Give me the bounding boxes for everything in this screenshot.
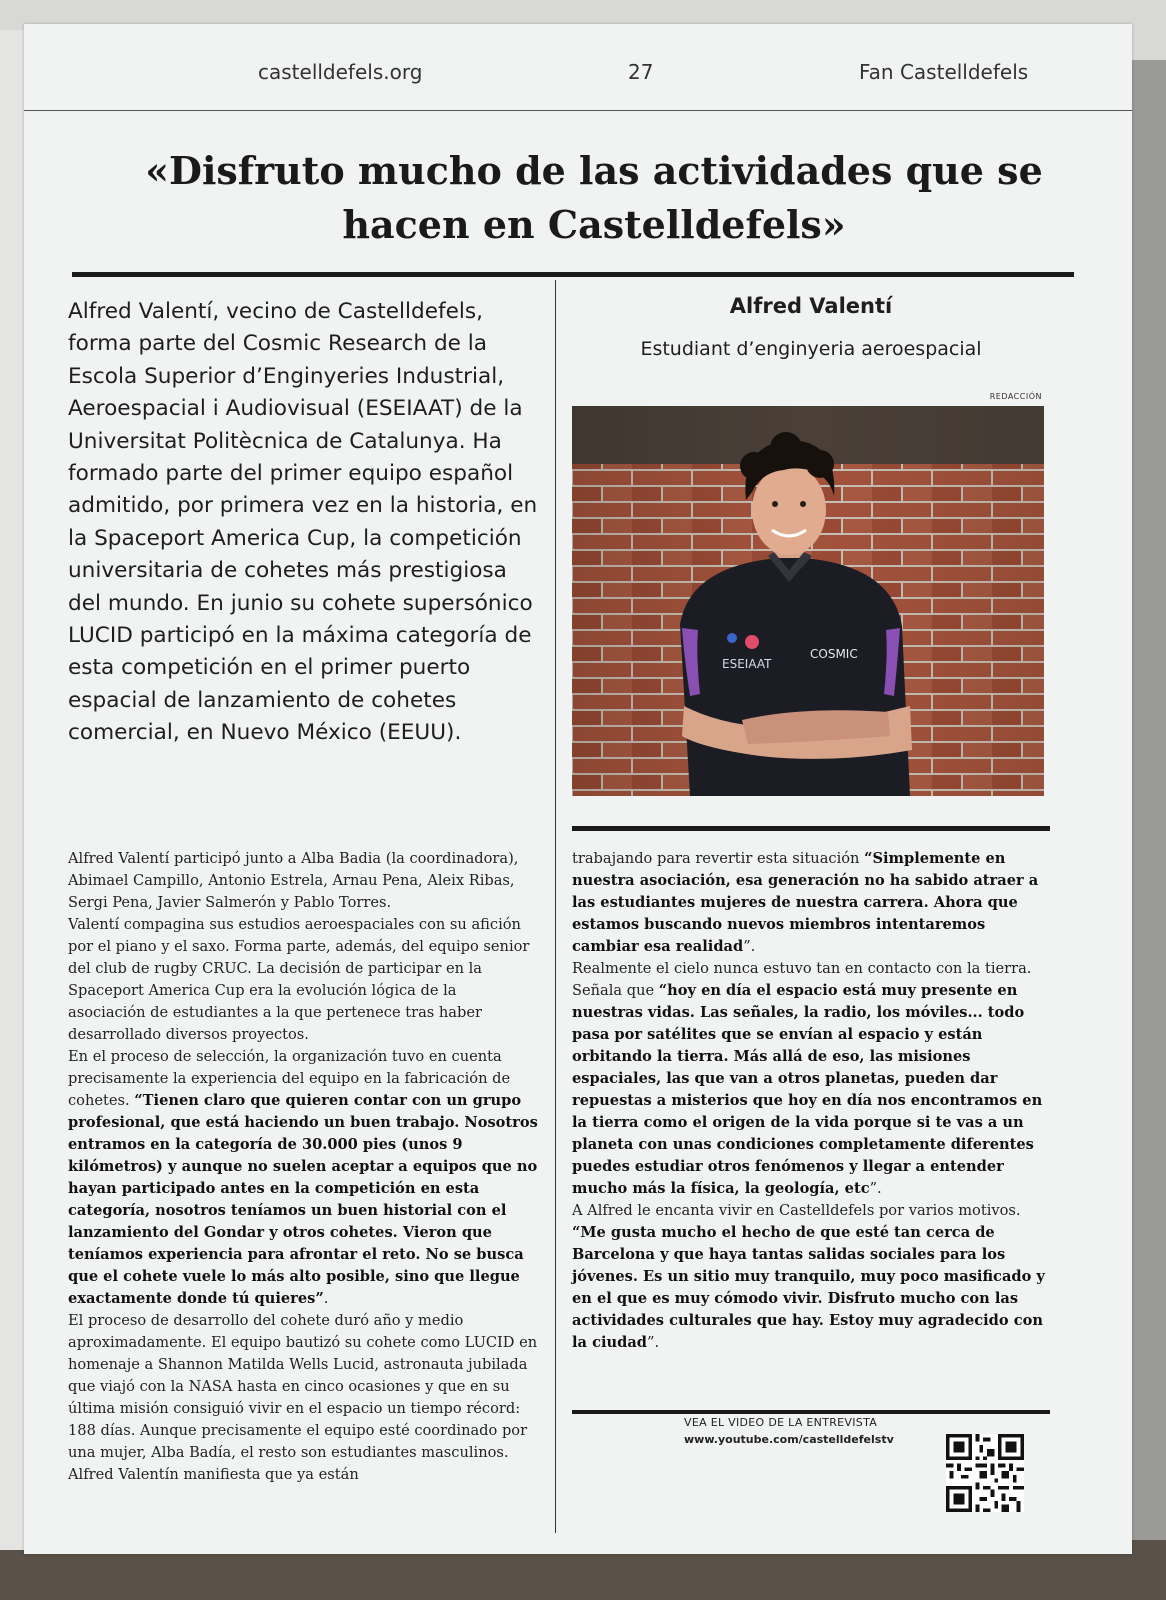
interview-quote: “hoy en día el espacio está muy presente en nuestras vidas. Las señales, la radio, los móviles... todo pasa por satélites que se envían al espacio y están orbitando la tierra. Más allá de eso, las misiones espaciales, las que van a otros planetas, pueden dar repuestas a misterios que hoy en día nos encontramos en la tierra como el origen de la vida porque si te vas a un planeta con unas condiciones completamente diferentes puedes estudiar otros fenómenos y llegar a entender mucho más la física, la geología, etc [572,982,1043,1197]
profile-role: Estudiant d’enginyeria aeroespacial [640,338,982,360]
header-divider [24,110,1132,111]
body-column-left [68,848,538,1486]
body-paragraph [572,848,1050,958]
article-lede: Alfred Valentí, vecino de Castelldefels, forma parte del Cosmic Research de la Escola Superior d’Enginyeries Industrial, Aeroespacial i Audiovisual (ESEIAAT) de la Universitat Politècnica de Catalunya. Ha formado parte del primer equipo español admitido, por primera vez en la historia, en la Spaceport America Cup, la competición universitaria de cohetes más prestigiosa del mundo. En junio su cohete supersónico LUCID participó en la máxima categoría de esta competición en el primer puerto espacial de lanzamiento de cohetes comercial, en Nuevo México (EEUU). [68,299,538,746]
paragraph-end: ”. [743,938,756,955]
paragraph-end: ”. [647,1334,660,1351]
qr-code[interactable] [946,1434,1024,1512]
video-url[interactable]: www.youtube.com/castelldefelstv [684,1433,894,1446]
video-label: VEA EL VIDEO DE LA ENTREVISTA [684,1416,878,1429]
body-paragraph [572,1222,1050,1354]
header-page-number: 27 [628,60,654,84]
article-title: «Disfruto mucho de las actividades que se hacen en Castelldefels» [145,148,1043,247]
header-section: Fan Castelldefels [859,60,1029,84]
body-paragraph: Valentí compagina sus estudios aeroespaciales con su afición por el piano y el saxo. Forma parte, además, del equipo senior del club de rugby CRUC. La decisión de participar en la Spaceport America Cup era la evolución lógica de la asociación de estudiantes a la que pertenece tras haber desarrollado diversos proyectos. [68,916,530,1043]
paragraph-intro: En el proceso de selección, la organización tuvo en cuenta precisamente la experiencia del equipo en la fabricación de cohetes. [68,1048,511,1109]
header-site: castelldefels.org [258,60,423,84]
photo-credit: REDACCIÓN [989,392,1042,401]
paragraph-intro: Señala que [572,982,659,999]
body-paragraph: El proceso de desarrollo del cohete duró año y medio aproximadamente. El equipo bautizó su cohete como LUCID en homenaje a Shannon Matilda Wells Lucid, astronauta jubilada que viajó con la NASA hasta en cinco ocasiones y que en su última misión consiguió vivir en el espacio un tiempo récord: 188 días. Aunque precisamente el equipo esté coordinado por una mujer, Alba Badía, el resto son estudiantes masculinos. Alfred Valentín manifiesta que ya están [68,1312,538,1483]
body-paragraph [572,980,1050,1200]
photo-divider [572,826,1050,831]
body-paragraph: Alfred Valentí participó junto a Alba Badia (la coordinadora), Abimael Campillo, Antonio Estrela, Arnau Pena, Aleix Ribas, Sergi Pena, Javier Salmerón y Pablo Torres. [68,850,519,911]
title-divider [72,272,1074,277]
hair-curl-1 [740,452,768,480]
hair-curl-3 [770,432,802,464]
shirt-text-school: ESEIAAT [722,657,772,671]
body-paragraph: A Alfred le encanta vivir en Castelldefels por varios motivos. [572,1202,1021,1219]
profile-name: Alfred Valentí [729,294,893,318]
interview-quote: “Simplemente en nuestra asociación, esa generación no ha sabido atraer a las estudiantes mujeres de nuestra carrera. Ahora que estamos buscando nuevos miembros intentaremos cambiar esa realidad [572,850,1039,955]
body-paragraph: Realmente el cielo nunca estuvo tan en contacto con la tierra. [572,960,1032,977]
portrait-photo [572,406,1044,796]
paragraph-intro: trabajando para revertir esta situación [572,850,865,867]
magazine-page [24,24,1132,1554]
paragraph-end: ”. [869,1180,882,1197]
torso [680,558,910,796]
column-divider [555,280,556,1533]
face [752,465,826,555]
paragraph-end: . [323,1290,329,1307]
shirt-logo [745,635,759,649]
shirt-logo-2 [727,633,737,643]
left-eye [772,501,778,507]
shirt-text-club: COSMIC [810,647,858,661]
right-eye [800,501,806,507]
body-paragraph [68,1046,538,1310]
interview-quote: “Me gusta mucho el hecho de que esté tan cerca de Barcelona y que haya tantas salidas sociales para los jóvenes. Es un sitio muy tranquilo, muy poco masificado y en el que es muy cómodo vivir. Disfruto mucho con las actividades culturales que hay. Estoy muy agradecido con la ciudad [572,1224,1045,1351]
footer-divider [572,1410,1050,1414]
body-column-right [572,848,1050,1354]
interview-quote: “Tienen claro que quieren contar con un grupo profesional, que está haciendo un buen trabajo. Nosotros entramos en la categoría de 30.000 pies (unos 9 kilómetros) y aunque no suelen aceptar a equipos que no hayan participado antes en la competición en esta categoría, nosotros teníamos un buen historial con el lanzamiento del Gondar y otros cohetes. Vieron que teníamos experiencia para afrontar el reto. No se busca que el cohete vuele lo más alto posible, sino que llegue exactamente donde tú quieres” [68,1092,538,1307]
hair-curl-2 [806,450,834,478]
